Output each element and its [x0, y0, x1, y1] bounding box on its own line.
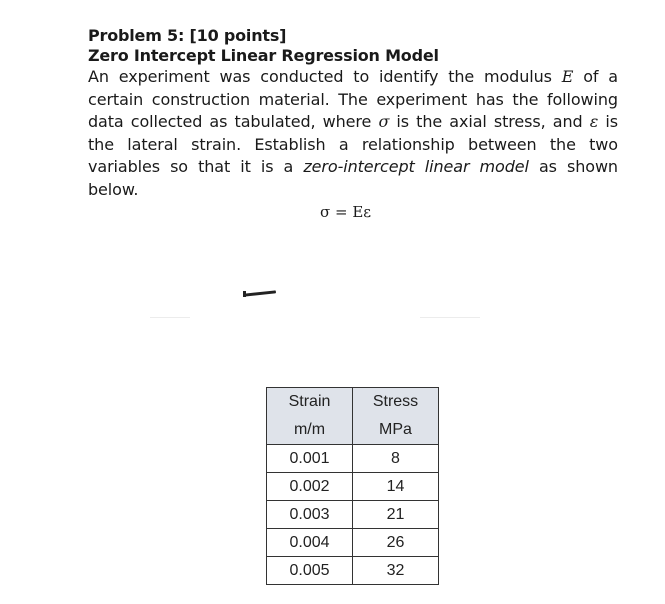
table-row — [267, 445, 439, 473]
cell-stress: 14 — [353, 473, 439, 501]
cell-strain: 0.002 — [267, 473, 353, 501]
cell-stress: 21 — [353, 501, 439, 529]
table-units-row — [267, 416, 439, 445]
faint-line-left — [150, 317, 190, 318]
cell-stress: 26 — [353, 529, 439, 557]
problem-subtitle: Zero Intercept Linear Regression Model — [88, 46, 439, 65]
table-row — [267, 501, 439, 529]
cell-strain: 0.003 — [267, 501, 353, 529]
cell-strain: 0.005 — [267, 557, 353, 585]
data-table — [266, 387, 439, 585]
cell-strain: 0.001 — [267, 445, 353, 473]
desc-part-5: as shown below. — [88, 157, 618, 199]
formula: σ = Eε — [320, 203, 372, 221]
problem-description — [88, 66, 618, 201]
pen-mark-tick — [243, 291, 246, 297]
var-stress: σ — [378, 112, 390, 131]
cell-stress: 32 — [353, 557, 439, 585]
desc-part-2: of a certain construction material. The experiment has the following data collected as tabulated, where — [88, 67, 618, 131]
cell-stress: 8 — [353, 445, 439, 473]
header-strain: Strain — [267, 388, 353, 417]
var-strain: ε — [589, 112, 599, 131]
pen-mark — [244, 290, 276, 296]
problem-block — [88, 26, 618, 201]
cell-strain: 0.004 — [267, 529, 353, 557]
table-header-row — [267, 388, 439, 417]
var-modulus: E — [561, 67, 574, 86]
header-stress: Stress — [353, 388, 439, 417]
faint-line-right — [420, 317, 480, 318]
table-row — [267, 529, 439, 557]
desc-italic: zero-intercept linear model — [303, 157, 529, 176]
unit-strain: m/m — [267, 416, 353, 445]
table-row — [267, 557, 439, 585]
table-row — [267, 473, 439, 501]
unit-stress: MPa — [353, 416, 439, 445]
desc-part-1: An experiment was conducted to identify the modulus — [88, 67, 562, 86]
desc-part-4: is the lateral strain. Establish a relationship between the two variables so that it is a — [88, 112, 618, 176]
problem-title: Problem 5: [10 points] — [88, 26, 287, 45]
desc-part-3: is the axial stress, and — [389, 112, 590, 131]
